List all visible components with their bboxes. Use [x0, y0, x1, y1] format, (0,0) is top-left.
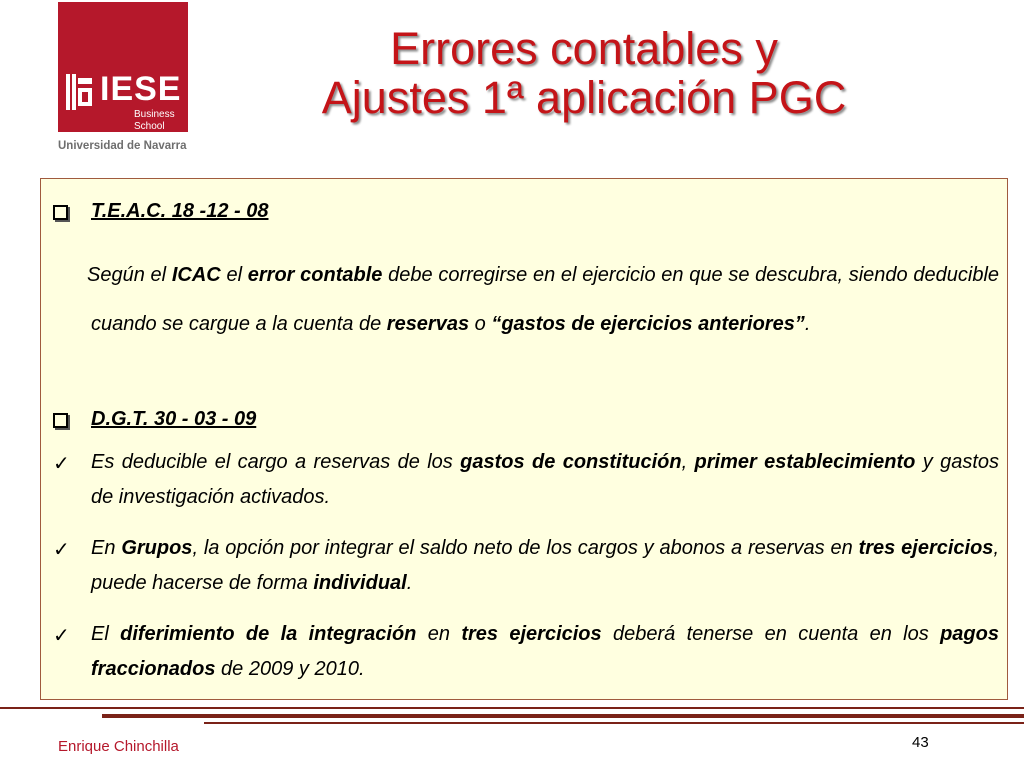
text-run: el [220, 264, 248, 286]
checkmark-icon: ✓ [53, 453, 70, 475]
list-item-text [91, 617, 999, 687]
text-run-bold: diferimiento de la integración [120, 623, 417, 645]
text-run-bold: tres ejercicios [858, 537, 994, 559]
list-item-text [91, 531, 999, 601]
text-run: Según el [87, 264, 172, 286]
divider-line [204, 722, 1024, 724]
divider-line-thick [102, 714, 1024, 718]
text-run: . [804, 313, 811, 335]
text-run: , [681, 451, 695, 473]
text-run-bold: primer establecimiento [694, 451, 916, 473]
footer-author: Enrique Chinchilla [58, 738, 179, 755]
text-run-bold: reservas [386, 313, 470, 335]
text-run: . [406, 572, 413, 594]
section-1-paragraph [87, 251, 1000, 349]
page-number: 43 [912, 734, 929, 751]
checkmark-icon: ✓ [53, 539, 70, 561]
text-run: de 2009 y 2010. [215, 658, 365, 680]
text-run: y gastos de investigación activados. [91, 451, 999, 508]
text-run: El [91, 623, 121, 645]
title-line-1: Errores contables y [390, 23, 778, 74]
square-bullet-icon [53, 413, 68, 433]
text-run: debe corregirse en el ejercicio en que se descubra, siendo deducible cuando se cargue a la cuenta de [91, 264, 1000, 335]
text-run-bold: “gastos de ejercicios anteriores” [491, 313, 805, 335]
text-run-bold: pagos fraccionados [91, 623, 999, 680]
text-run-bold: error contable [247, 264, 383, 286]
text-run: , puede hacerse de forma [91, 537, 999, 594]
section-1-heading: T.E.A.C. 18 -12 - 08 [91, 200, 269, 222]
text-run-bold: Grupos [121, 537, 193, 559]
slide-title [205, 24, 963, 122]
content-box [40, 178, 1008, 700]
text-run: , la opción por integrar el saldo neto de los cargos y abonos a reservas en [192, 537, 859, 559]
section-2-heading: D.G.T. 30 - 03 - 09 [91, 408, 257, 430]
text-run: Es deducible el cargo a reservas de los [91, 451, 461, 473]
text-run: deberá tenerse en cuenta en los [601, 623, 941, 645]
text-run-bold: individual [313, 572, 407, 594]
title-line-2: Ajustes 1ª aplicación PGC [321, 72, 847, 123]
divider-line [0, 707, 1024, 709]
logo-school: Business School [134, 109, 175, 132]
iese-logo [58, 2, 188, 132]
square-bullet-icon [53, 205, 68, 225]
text-run: o [469, 313, 492, 335]
checkmark-icon: ✓ [53, 625, 70, 647]
logo-university: Universidad de Navarra [58, 140, 187, 152]
text-run-bold: gastos de constitución [460, 451, 682, 473]
logo-brand: IESE [100, 70, 182, 108]
text-run: En [91, 537, 122, 559]
text-run-bold: tres ejercicios [461, 623, 602, 645]
list-item-text [91, 445, 999, 515]
text-run-bold: ICAC [171, 264, 221, 286]
text-run: en [416, 623, 462, 645]
iese-emblem-icon [66, 74, 96, 110]
